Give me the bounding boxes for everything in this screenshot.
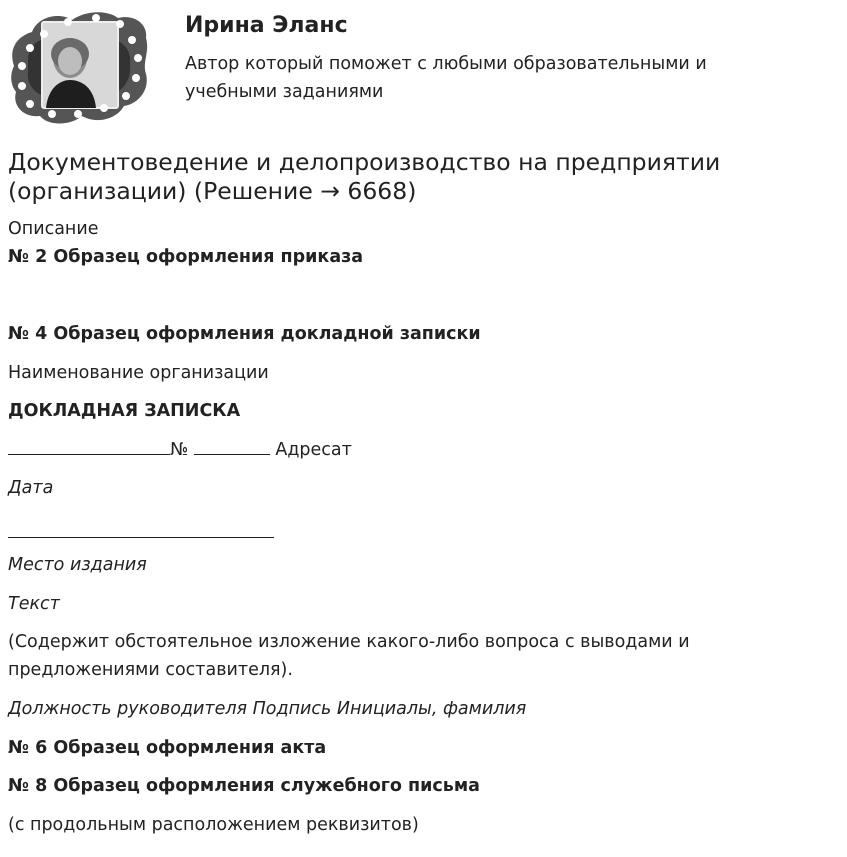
author-card: [8, 8, 838, 128]
text-hint: (Содержит обстоятельное изложение какого-либо вопроса с выводами и предложениями составителя).: [8, 632, 690, 680]
sample-8-heading: № 8 Образец оформления служебного письма: [8, 776, 480, 796]
number-blank: [194, 436, 270, 455]
author-name[interactable]: Ирина Эланс: [185, 13, 348, 38]
place-blank-line: [8, 537, 274, 538]
description-label: Описание: [8, 219, 99, 239]
sample-6-heading: № 6 Образец оформления акта: [8, 738, 327, 758]
sample-4-heading: № 4 Образец оформления докладной записки: [8, 324, 481, 344]
page-title: Документоведение и делопроизводство на предприятии (организации) (Решение → 6668): [8, 148, 721, 205]
addressee-label: Адресат: [275, 440, 352, 460]
memo-heading: ДОКЛАДНАЯ ЗАПИСКА: [8, 401, 241, 421]
place-label: Место издания: [8, 555, 147, 575]
organization-name-label: Наименование организации: [8, 363, 269, 383]
number-addressee-line: [8, 436, 352, 464]
date-blank: [8, 436, 170, 455]
date-label: Дата: [8, 478, 54, 498]
author-avatar[interactable]: [8, 8, 150, 126]
number-sign: №: [170, 440, 189, 460]
sample-2-heading: № 2 Образец оформления приказа: [8, 247, 364, 267]
signature-line: Должность руководителя Подпись Инициалы, фамилия: [8, 699, 527, 719]
author-description: Автор который поможет с любыми образовательными и учебными заданиями: [185, 54, 707, 102]
text-label: Текст: [8, 594, 60, 614]
sample-8-note: (с продольным расположением реквизитов): [8, 815, 419, 835]
